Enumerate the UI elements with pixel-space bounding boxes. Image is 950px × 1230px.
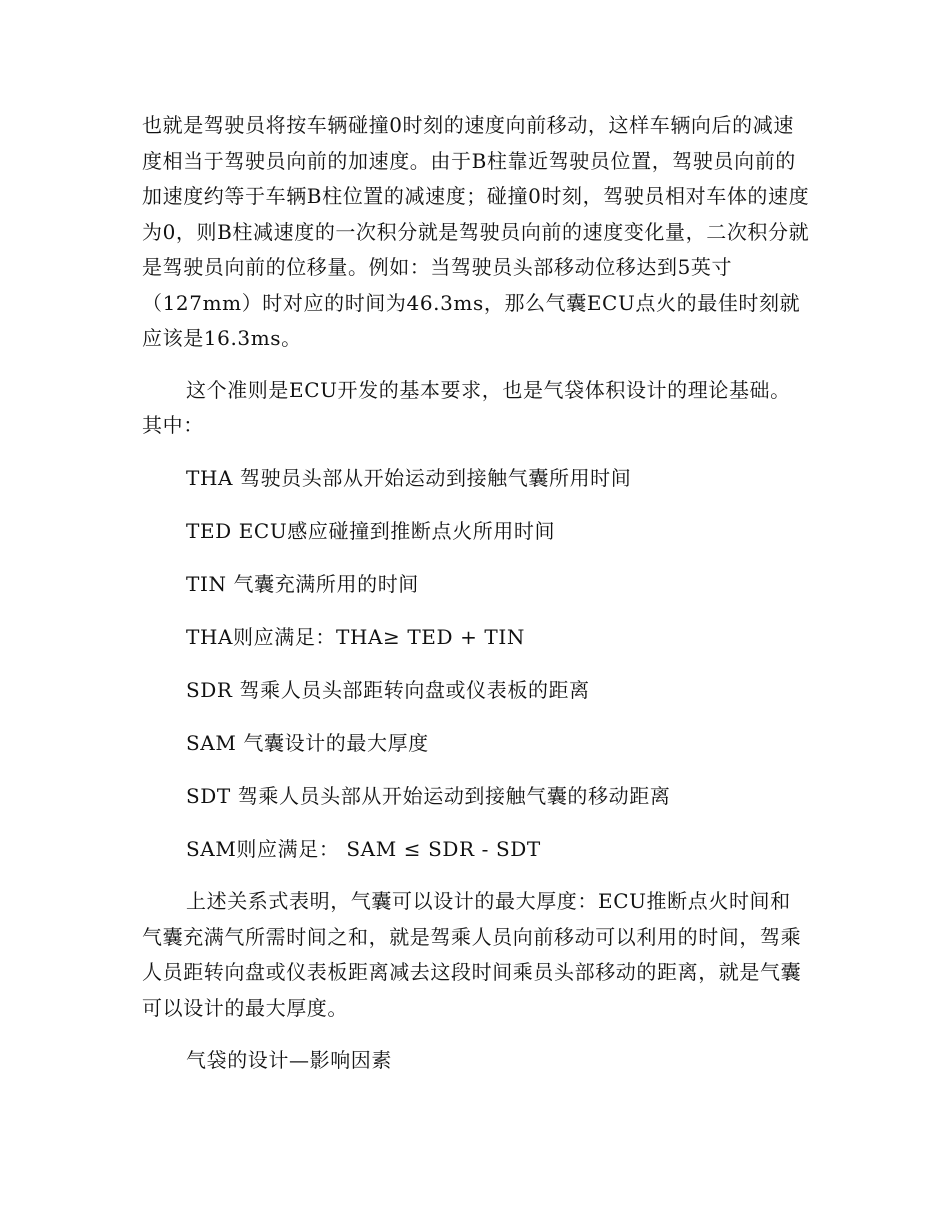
definition-sdt: SDT 驾乘人员头部从开始运动到接触气囊的移动距离 xyxy=(186,783,671,808)
formula-tha: THA则应满足：THA≥ TED + TIN xyxy=(186,624,525,649)
definition-sdr: SDR 驾乘人员头部距转向盘或仪表板的距离 xyxy=(186,677,590,702)
section-heading: 气袋的设计—影响因素 xyxy=(186,1048,392,1072)
definition-tin: TIN 气囊充满所用的时间 xyxy=(186,571,419,596)
paragraph-conclusion: 上述关系式表明，气囊可以设计的最大厚度：ECU推断点火时间和气囊充满气所需时间之和，就是驾乘人员向前移动可以利用的时间，驾乘人员距转向盘或仪表板距离减去这段时间乘员头部移动的距离，就是气囊可以设计的最大厚度。 xyxy=(142,889,802,1020)
definition-list xyxy=(142,461,810,868)
paragraph-deceleration: 也就是驾驶员将按车辆碰撞0时刻的速度向前移动，这样车辆向后的减速度相当于驾驶员向前的加速度。由于B柱靠近驾驶员位置，驾驶员向前的加速度约等于车辆B柱位置的减速度；碰撞0时刻，驾驶员相对车体的速度为0，则B柱减速度的一次积分就是驾驶员向前的速度变化量，二次积分就是驾驶员向前的位移量。例如：当驾驶员头部移动位移达到5英寸（127mm）时对应的时间为46.3ms，那么气囊ECU点火的最佳时刻就应该是16.3ms。 xyxy=(142,113,810,350)
definition-tha: THA 驾驶员头部从开始运动到接触气囊所用时间 xyxy=(186,465,632,490)
formula-sam: SAM则应满足： SAM ≤ SDR - SDT xyxy=(186,836,541,861)
definition-sam: SAM 气囊设计的最大厚度 xyxy=(186,730,429,755)
definition-ted: TED ECU感应碰撞到推断点火所用时间 xyxy=(186,518,556,543)
paragraph-ecu-criteria: 这个准则是ECU开发的基本要求，也是气袋体积设计的理论基础。其中： xyxy=(142,377,791,437)
